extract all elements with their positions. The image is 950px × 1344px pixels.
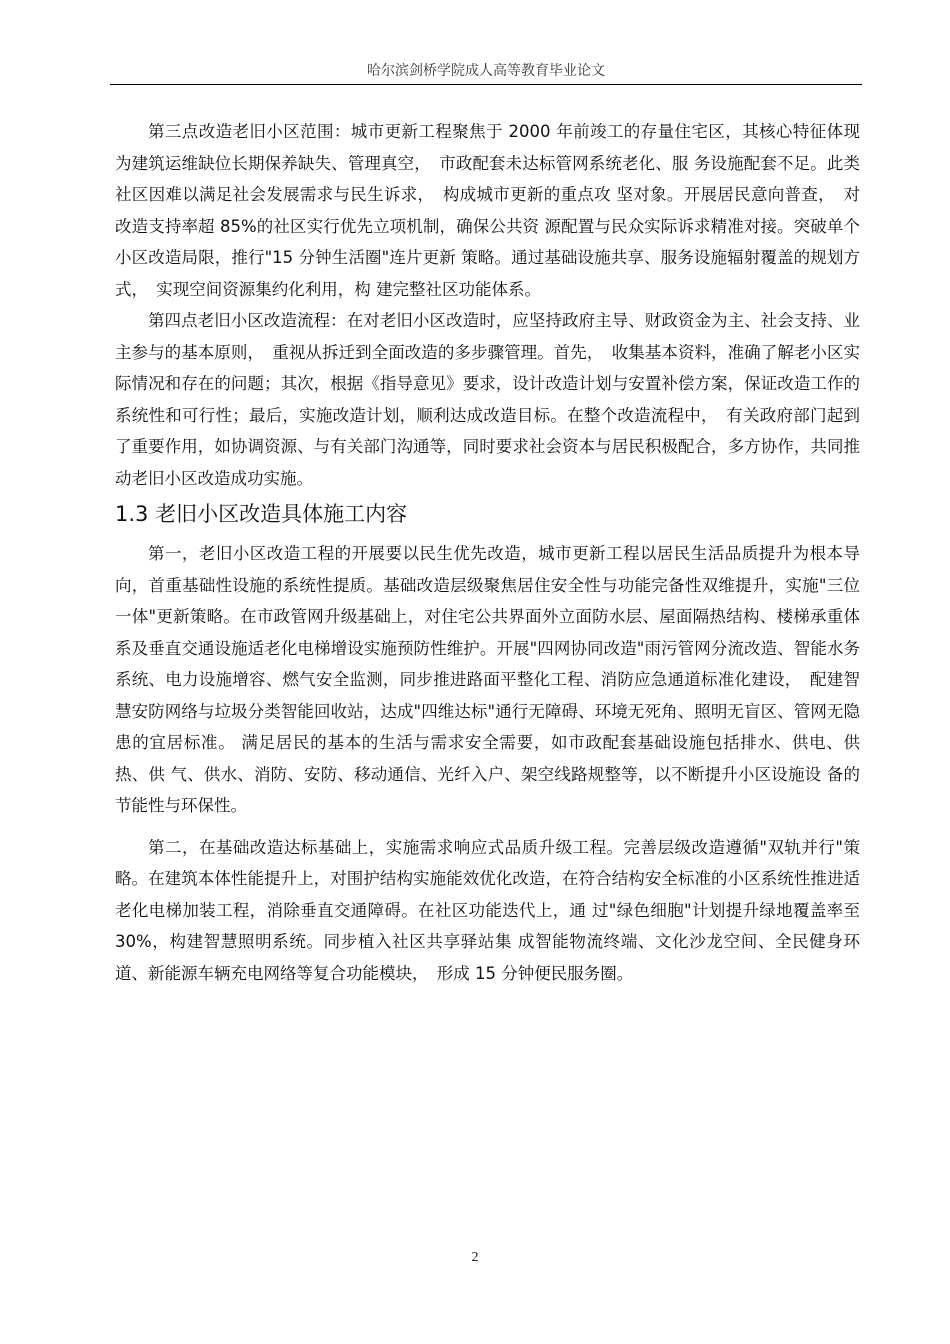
paragraph-second: 第二，在基础改造达标基础上，实施需求响应式品质升级工程。完善层级改造遵循"双轨并行"策略。在建筑本体性能提升上，对围护结构实施能效优化改造，在符合结构安全标准的小区系统性推进适老化电梯加装工程，消除垂直交通障碍。在社区功能迭代上，通 过"绿色细胞"计划提升绿地覆盖率至 30%，构建智慧照明系统。同步植入社区共享驿站集 成智能物流终端、文化沙龙空间、全民健身环道、新能源车辆充电网络等复合功能模块， 形成 15 分钟便民服务圈。 — [115, 837, 860, 983]
body-text — [115, 116, 860, 989]
paragraph-scope: 第三点改造老旧小区范围：城市更新工程聚焦于 2000 年前竣工的存量住宅区，其核心特征体现为建筑运维缺位长期保养缺失、管理真空， 市政配套未达标管网系统老化、服 务设施配套不足。此类社区因难以满足社会发展需求与民生诉求， 构成城市更新的重点攻 坚对象。开展居民意向普查， 对改造支持率超 85%的社区实行优先立项机制，确保公共资 源配置与民众实际诉求精准对接。突破单个小区改造局限，推行"15 分钟生活圈"连片更新 策略。通过基础设施共享、服务设施辐射覆盖的规划方式， 实现空间资源集约化利用，构 建完整社区功能体系。 — [115, 122, 860, 299]
paragraph-process: 第四点老旧小区改造流程：在对老旧小区改造时，应坚持政府主导、财政资金为主、社会支持、业主参与的基本原则， 重视从拆迁到全面改造的多步骤管理。首先， 收集基本资料，准确了解老小区实际情况和存在的问题；其次，根据《指导意见》要求，设计改造计划与安置补偿方案，保证改造工作的系统性和可行性；最后，实施改造计划，顺利达成改造目标。在整个改造流程中， 有关政府部门起到了重要作用，如协调资源、与有关部门沟通等，同时要求社会资本与居民积极配合，多方协作，共同推动老旧小区改造成功实施。 — [115, 311, 860, 488]
page-header: 哈尔滨剑桥学院成人高等教育毕业论文 — [110, 58, 862, 85]
section-heading: 1.3 老旧小区改造具体施工内容 — [115, 502, 408, 526]
paragraph-first: 第一，老旧小区改造工程的开展要以民生优先改造，城市更新工程以居民生活品质提升为根本导向，首重基础性设施的系统性提质。基础改造层级聚焦居住安全性与功能完备性双维提升，实施"三位一体"更新策略。在市政管网升级基础上，对住宅公共界面外立面防水层、屋面隔热结构、楼梯承重体系及垂直交通设施适老化电梯增设实施预防性维护。开展"四网协同改造"雨污管网分流改造、智能水务系统、电力设施增容、燃气安全监测，同步推进路面平整化工程、消防应急通道标准化建设， 配建智慧安防网络与垃圾分类智能回收站，达成"四维达标"通行无障碍、环境无死角、照明无盲区、管网无隐患的宜居标准。 满足居民的基本的生活与需求安全需要，如市政配套基础设施包括排水、供电、供热、供 气、供水、消防、安防、移动通信、光纤入户、架空线路规整等，以不断提升小区设施设 备的节能性与环保性。 — [115, 544, 860, 815]
page-number: 2 — [471, 1250, 479, 1265]
